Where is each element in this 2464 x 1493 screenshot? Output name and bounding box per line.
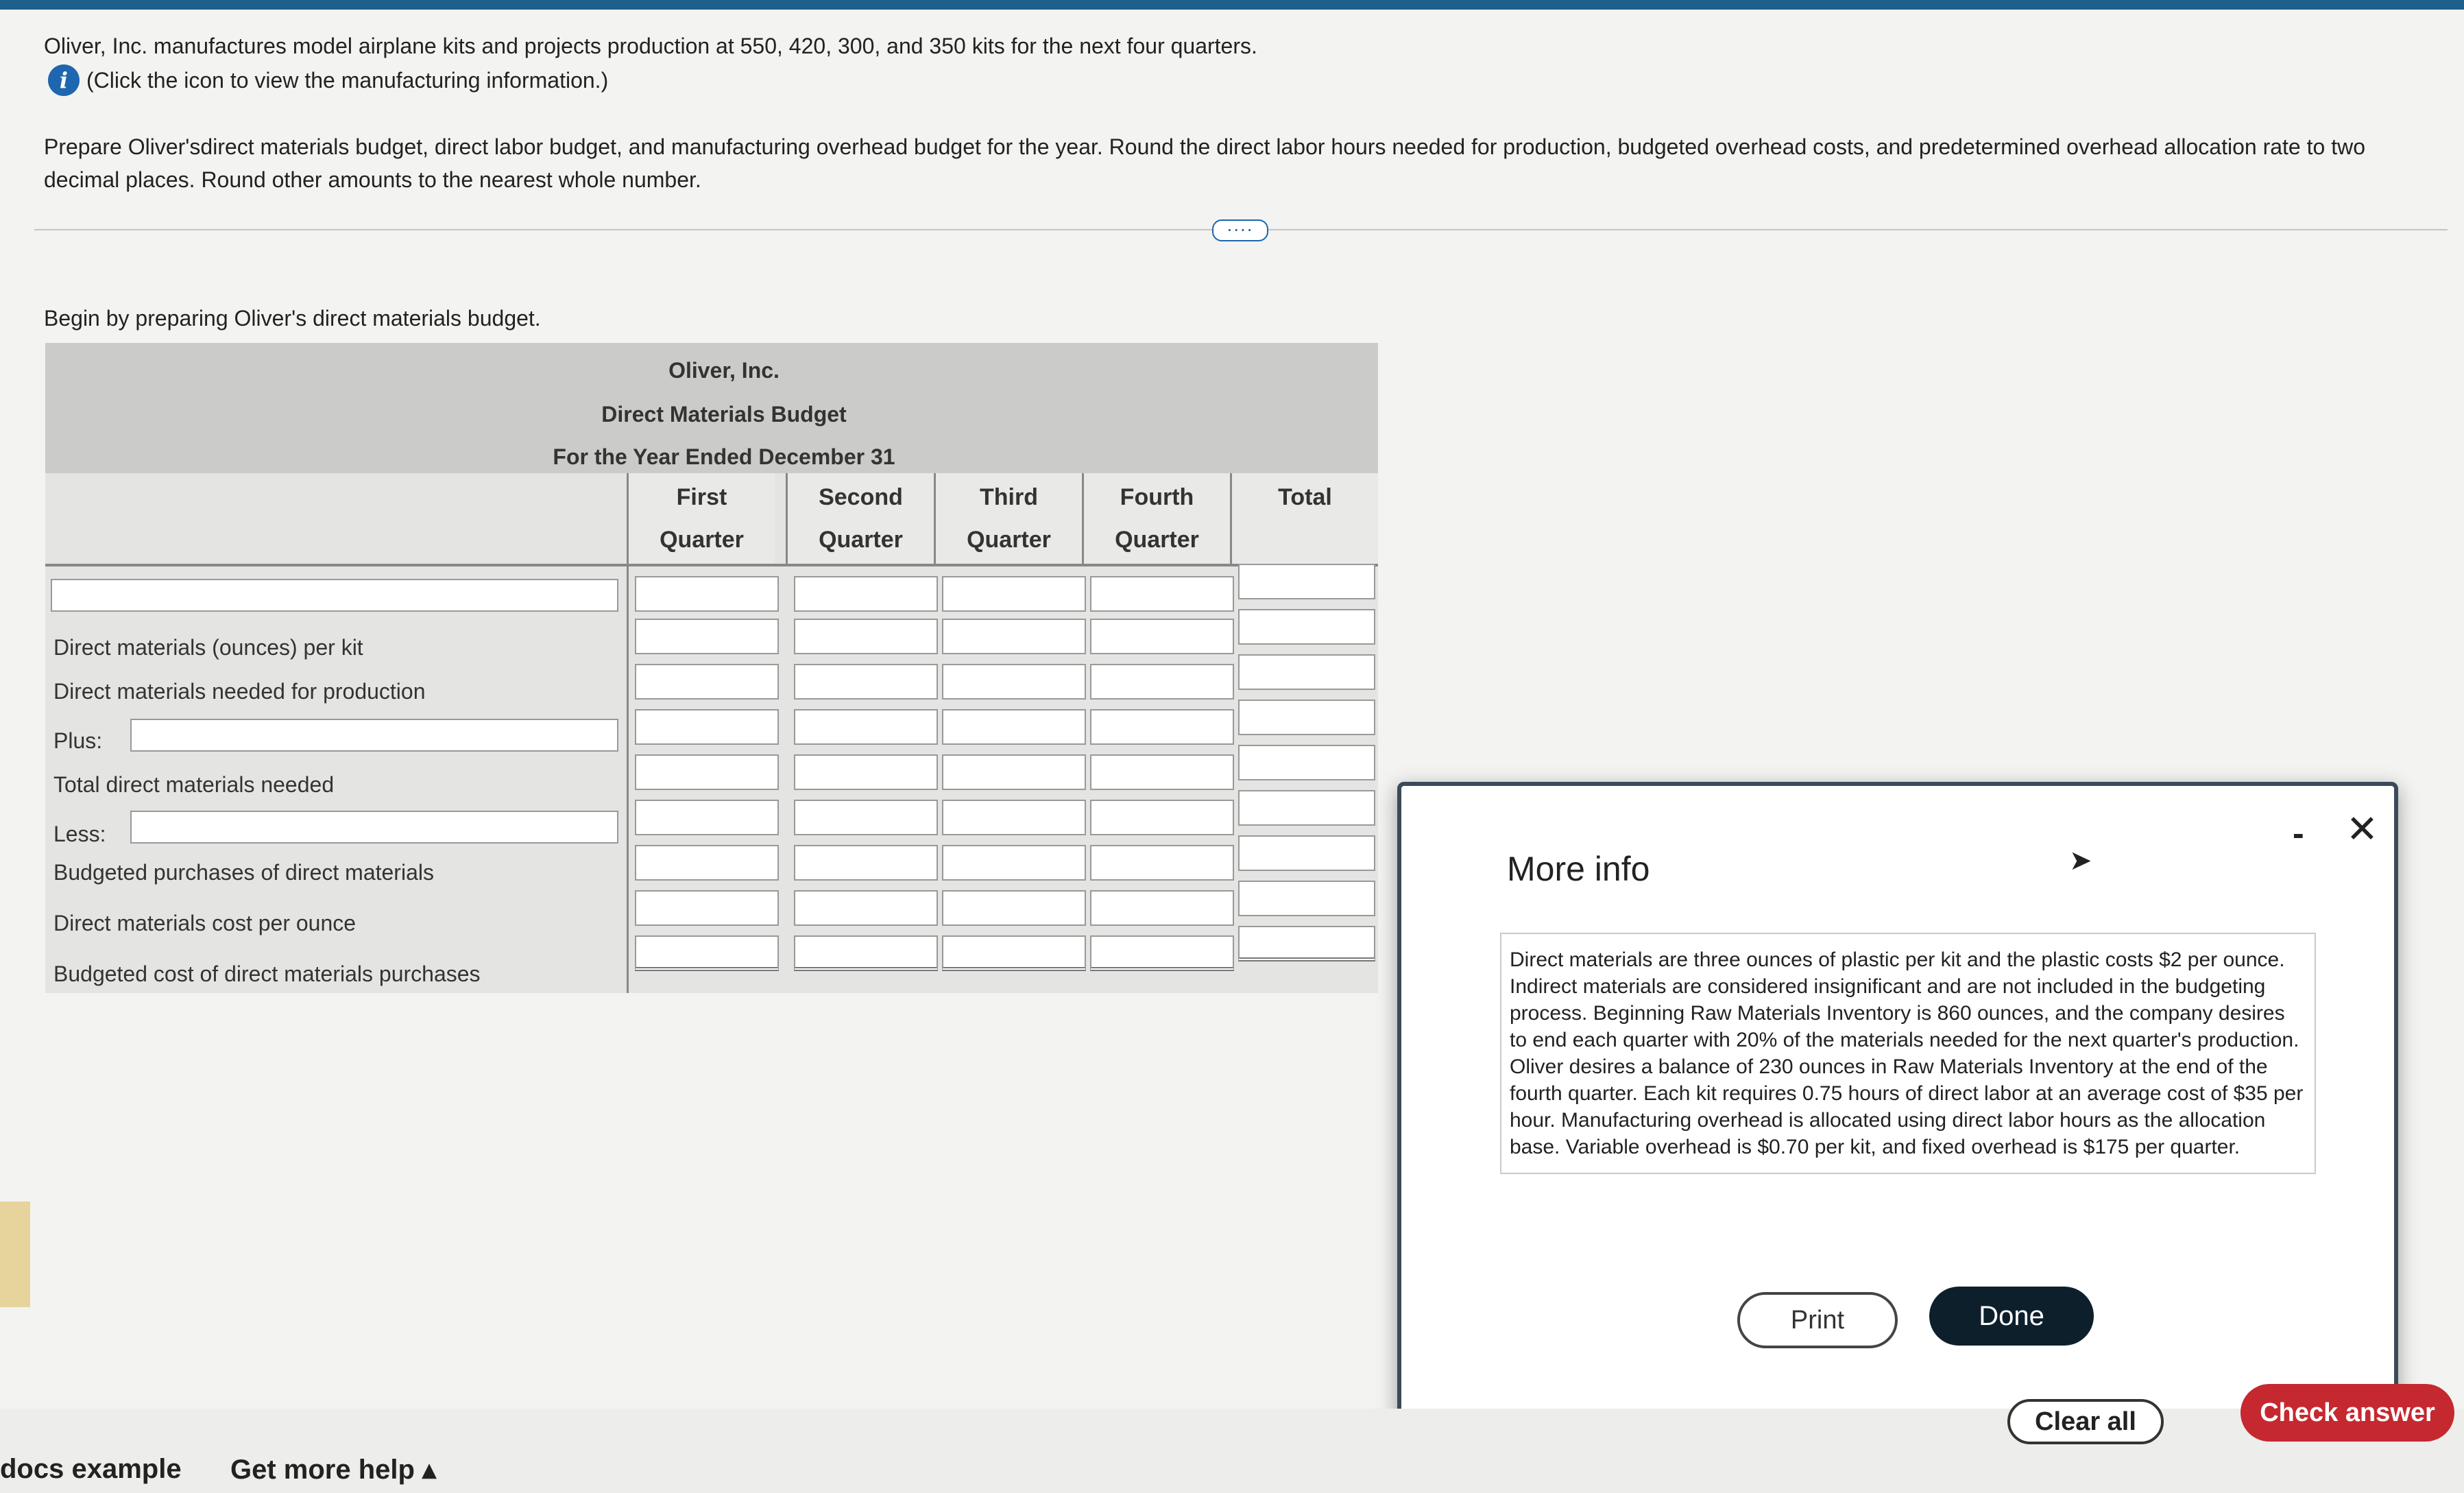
expand-button[interactable]: ....	[1212, 219, 1268, 241]
cell-total-total-needed[interactable]	[1238, 745, 1375, 780]
cell-q3-per-kit[interactable]	[942, 619, 1086, 654]
cell-q4-total-needed[interactable]	[1090, 754, 1234, 790]
info-line	[44, 63, 1257, 97]
minimize-icon[interactable]: -	[2293, 814, 2304, 852]
row-cost-per-ounce: Direct materials cost per ounce	[53, 911, 357, 935]
check-answer-button[interactable]: Check answer	[2240, 1384, 2454, 1442]
cell-q2-total-needed[interactable]	[794, 754, 938, 790]
cell-q4-cost-per-ounce[interactable]	[1090, 890, 1234, 926]
cell-total-budgeted-cost[interactable]	[1238, 926, 1375, 962]
budget-period: For the Year Ended December 31	[553, 444, 895, 469]
docs-example-link[interactable]: docs example	[0, 1454, 182, 1484]
row-budgeted-cost: Budgeted cost of direct materials purchases	[53, 962, 481, 986]
row-per-kit: Direct materials (ounces) per kit	[53, 635, 363, 660]
plus-label-input[interactable]	[130, 719, 618, 752]
cell-q1-cost-per-ounce[interactable]	[635, 890, 779, 926]
cell-q3-total-needed[interactable]	[942, 754, 1086, 790]
cell-q1-less[interactable]	[635, 800, 779, 835]
cell-q2-less[interactable]	[794, 800, 938, 835]
clear-all-button[interactable]: Clear all	[2007, 1399, 2164, 1444]
cell-q1-row1[interactable]	[635, 576, 779, 612]
cell-q2-budgeted-cost[interactable]	[794, 935, 938, 971]
cell-total-row1[interactable]	[1238, 564, 1375, 599]
cell-q4-per-kit[interactable]	[1090, 619, 1234, 654]
row-needed-production: Direct materials needed for production	[53, 679, 426, 704]
row-plus-label: Plus:	[53, 728, 103, 753]
direct-materials-budget-table	[45, 343, 1378, 993]
done-button[interactable]: Done	[1929, 1287, 2094, 1346]
cell-q1-per-kit[interactable]	[635, 619, 779, 654]
cell-q2-per-kit[interactable]	[794, 619, 938, 654]
row-total-needed: Total direct materials needed	[53, 772, 335, 797]
info-text: Direct materials are three ounces of plastic per kit and the plastic costs $2 per ounce. Indirect materials are considered insignificant and are not included in the budgeting process. Beginning Raw Materials Inventory is 860 ounces, and the company desires to end each quarter with 20% of the materials needed for the next quarter's production. Oliver desires a balance of 230 ounces in Raw Materials Inventory at the end of the fourth quarter. Each kit requires 0.75 hours of direct labor at an average cost of $35 per hour. Manufacturing overhead is allocated using direct labor hours as the allocation base. Variable overhead is $0.70 per kit, and fixed overhead is $175 per quarter.	[1500, 933, 2316, 1174]
cell-q1-budgeted-cost[interactable]	[635, 935, 779, 971]
cell-q3-purchases[interactable]	[942, 845, 1086, 881]
budget-title: Direct Materials Budget	[601, 402, 847, 427]
print-button[interactable]: Print	[1737, 1292, 1898, 1348]
cell-q1-needed[interactable]	[635, 664, 779, 700]
info-link-text: (Click the icon to view the manufacturing information.)	[86, 68, 609, 93]
cell-q2-needed[interactable]	[794, 664, 938, 700]
cell-total-less[interactable]	[1238, 790, 1375, 826]
cell-q4-needed[interactable]	[1090, 664, 1234, 700]
cell-q3-plus[interactable]	[942, 709, 1086, 745]
close-icon[interactable]: ✕	[2346, 807, 2378, 850]
side-tab[interactable]	[0, 1202, 30, 1307]
cell-q3-needed[interactable]	[942, 664, 1086, 700]
col-second-quarter: Second Quarter	[786, 473, 934, 564]
question-intro	[44, 29, 1257, 97]
cell-q2-cost-per-ounce[interactable]	[794, 890, 938, 926]
cell-q1-plus[interactable]	[635, 709, 779, 745]
company-name: Oliver, Inc.	[668, 358, 780, 383]
cell-q4-plus[interactable]	[1090, 709, 1234, 745]
cell-total-needed[interactable]	[1238, 654, 1375, 690]
col-total: Total	[1230, 473, 1378, 564]
cell-q2-row1[interactable]	[794, 576, 938, 612]
cell-total-purchases[interactable]	[1238, 835, 1375, 871]
col-fourth-quarter: Fourth Quarter	[1082, 473, 1230, 564]
row-less-label: Less:	[53, 822, 106, 846]
instructions-text: Prepare Oliver'sdirect materials budget, direct labor budget, and manufacturing overhead budget for the year. Round the direct labor hours needed for production, budgeted overhead costs, and predetermined overhead allocation rate to two decimal places. Round other amounts to the nearest whole number.	[44, 134, 2365, 192]
less-label-input[interactable]	[130, 811, 618, 844]
cell-q3-budgeted-cost[interactable]	[942, 935, 1086, 971]
cell-total-cost-per-ounce[interactable]	[1238, 881, 1375, 916]
col-first-quarter: First Quarter	[627, 473, 775, 564]
more-info-dialog	[1397, 782, 2398, 1424]
dialog-title: More info	[1507, 850, 1650, 888]
cell-q3-cost-per-ounce[interactable]	[942, 890, 1086, 926]
mouse-cursor-icon: ➤	[2069, 846, 2092, 876]
cell-q4-purchases[interactable]	[1090, 845, 1234, 881]
row-budgeted-purchases: Budgeted purchases of direct materials	[53, 860, 434, 885]
top-bar	[0, 0, 2464, 10]
info-icon[interactable]: i	[48, 64, 80, 96]
cell-total-plus[interactable]	[1238, 700, 1375, 735]
row-label-input-1[interactable]	[51, 579, 618, 612]
cell-q4-row1[interactable]	[1090, 576, 1234, 612]
get-more-help-link[interactable]: Get more help ▴	[230, 1455, 437, 1485]
cell-q4-budgeted-cost[interactable]	[1090, 935, 1234, 971]
label-column-border	[627, 473, 629, 993]
cell-q2-purchases[interactable]	[794, 845, 938, 881]
col-third-quarter: Third Quarter	[934, 473, 1082, 564]
cell-q4-less[interactable]	[1090, 800, 1234, 835]
intro-text: Oliver, Inc. manufactures model airplane kits and projects production at 550, 420, 300, and 350 kits for the next four quarters.	[44, 34, 1257, 58]
header-underline	[45, 564, 1378, 566]
cell-total-per-kit[interactable]	[1238, 609, 1375, 645]
cell-q1-total-needed[interactable]	[635, 754, 779, 790]
cell-q3-less[interactable]	[942, 800, 1086, 835]
cell-q3-row1[interactable]	[942, 576, 1086, 612]
cell-q1-purchases[interactable]	[635, 845, 779, 881]
cell-q2-plus[interactable]	[794, 709, 938, 745]
begin-prompt: Begin by preparing Oliver's direct materials budget.	[44, 306, 541, 331]
